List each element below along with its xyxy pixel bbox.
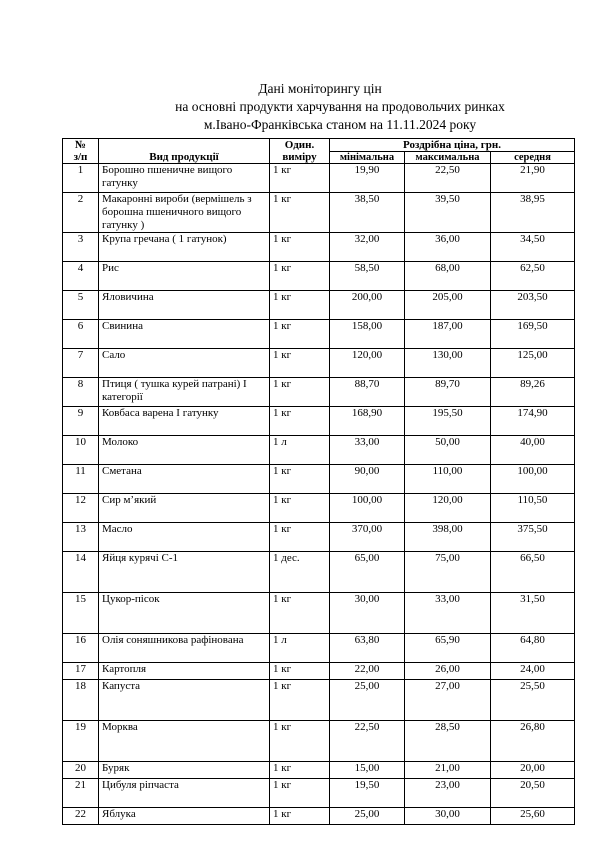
header-number-top: № <box>74 139 87 151</box>
row-number: 17 <box>63 663 99 680</box>
row-number: 5 <box>63 291 99 320</box>
unit-of-measure: 1 кг <box>270 663 330 680</box>
document-title-line1: Дані моніторингу цін <box>258 81 382 96</box>
price-avg: 62,50 <box>491 262 575 291</box>
price-min: 58,50 <box>330 262 405 291</box>
row-number: 19 <box>63 721 99 762</box>
price-avg: 25,60 <box>491 808 575 825</box>
price-avg: 38,95 <box>491 193 575 233</box>
unit-of-measure: 1 кг <box>270 465 330 494</box>
row-number: 14 <box>63 552 99 593</box>
product-name: Яловичина <box>99 291 270 320</box>
product-name: Яйця курячі С-1 <box>99 552 270 593</box>
row-number: 7 <box>63 349 99 378</box>
price-min: 100,00 <box>330 494 405 523</box>
price-min: 63,80 <box>330 634 405 663</box>
price-min: 19,90 <box>330 164 405 193</box>
table-row <box>63 494 575 523</box>
unit-of-measure: 1 кг <box>270 378 330 407</box>
table-row <box>63 436 575 465</box>
unit-of-measure: 1 кг <box>270 721 330 762</box>
price-max: 26,00 <box>405 663 491 680</box>
table-row <box>63 634 575 663</box>
price-max: 39,50 <box>405 193 491 233</box>
price-max: 28,50 <box>405 721 491 762</box>
price-min: 32,00 <box>330 233 405 262</box>
product-name: Свинина <box>99 320 270 349</box>
price-avg: 25,50 <box>491 680 575 721</box>
price-avg: 169,50 <box>491 320 575 349</box>
price-avg: 100,00 <box>491 465 575 494</box>
price-min: 158,00 <box>330 320 405 349</box>
product-name: Макаронні вироби (вермішель з борошна пшеничного вищого гатунку ) <box>99 193 270 233</box>
table-row <box>63 762 575 779</box>
unit-of-measure: 1 л <box>270 634 330 663</box>
header-avg: середня <box>491 152 575 164</box>
product-name: Сметана <box>99 465 270 494</box>
table-row <box>63 291 575 320</box>
price-max: 205,00 <box>405 291 491 320</box>
row-number: 4 <box>63 262 99 291</box>
table-row <box>63 779 575 808</box>
price-min: 33,00 <box>330 436 405 465</box>
price-min: 120,00 <box>330 349 405 378</box>
product-name: Ковбаса варена І гатунку <box>99 407 270 436</box>
unit-of-measure: 1 кг <box>270 164 330 193</box>
price-max: 23,00 <box>405 779 491 808</box>
product-name: Капуста <box>99 680 270 721</box>
price-max: 398,00 <box>405 523 491 552</box>
table-row <box>63 680 575 721</box>
header-product: Вид продукції <box>99 139 270 164</box>
unit-of-measure: 1 кг <box>270 193 330 233</box>
table-row <box>63 465 575 494</box>
product-name: Масло <box>99 523 270 552</box>
table-row <box>63 663 575 680</box>
price-avg: 66,50 <box>491 552 575 593</box>
unit-of-measure: 1 кг <box>270 523 330 552</box>
unit-of-measure: 1 кг <box>270 494 330 523</box>
price-min: 25,00 <box>330 808 405 825</box>
unit-of-measure: 1 кг <box>270 233 330 262</box>
price-max: 22,50 <box>405 164 491 193</box>
unit-of-measure: 1 кг <box>270 262 330 291</box>
price-max: 21,00 <box>405 762 491 779</box>
price-max: 89,70 <box>405 378 491 407</box>
price-min: 38,50 <box>330 193 405 233</box>
row-number: 9 <box>63 407 99 436</box>
row-number: 6 <box>63 320 99 349</box>
price-max: 195,50 <box>405 407 491 436</box>
price-min: 168,90 <box>330 407 405 436</box>
price-max: 30,00 <box>405 808 491 825</box>
price-max: 36,00 <box>405 233 491 262</box>
price-min: 22,50 <box>330 721 405 762</box>
document-title-line2: на основні продукти харчування на продовольчих ринках <box>175 99 505 114</box>
unit-of-measure: 1 кг <box>270 808 330 825</box>
row-number: 13 <box>63 523 99 552</box>
product-name: Олія соняшникова рафінована <box>99 634 270 663</box>
product-name: Картопля <box>99 663 270 680</box>
price-max: 65,90 <box>405 634 491 663</box>
table-row <box>63 262 575 291</box>
document-title-line3: м.Івано-Франківська станом на 11.11.2024 року <box>203 117 477 132</box>
price-max: 68,00 <box>405 262 491 291</box>
price-min: 19,50 <box>330 779 405 808</box>
table-row <box>63 349 575 378</box>
product-name: Крупа гречана ( 1 гатунок) <box>99 233 270 262</box>
product-name: Сир м’який <box>99 494 270 523</box>
row-number: 1 <box>63 164 99 193</box>
price-max: 27,00 <box>405 680 491 721</box>
row-number: 16 <box>63 634 99 663</box>
table-row <box>63 320 575 349</box>
header-number-bottom: з/п <box>73 151 88 163</box>
price-min: 200,00 <box>330 291 405 320</box>
table-row <box>63 523 575 552</box>
unit-of-measure: 1 кг <box>270 762 330 779</box>
product-name: Морква <box>99 721 270 762</box>
row-number: 15 <box>63 593 99 634</box>
price-min: 65,00 <box>330 552 405 593</box>
unit-of-measure: 1 дес. <box>270 552 330 593</box>
price-max: 187,00 <box>405 320 491 349</box>
header-price-group: Роздрібна ціна, грн. <box>330 139 575 152</box>
price-avg: 26,80 <box>491 721 575 762</box>
price-max: 75,00 <box>405 552 491 593</box>
price-avg: 40,00 <box>491 436 575 465</box>
unit-of-measure: 1 кг <box>270 407 330 436</box>
table-row <box>63 721 575 762</box>
price-max: 50,00 <box>405 436 491 465</box>
table-row <box>63 808 575 825</box>
row-number: 3 <box>63 233 99 262</box>
row-number: 18 <box>63 680 99 721</box>
product-name: Яблука <box>99 808 270 825</box>
price-table <box>62 138 575 825</box>
unit-of-measure: 1 кг <box>270 593 330 634</box>
price-min: 88,70 <box>330 378 405 407</box>
header-number <box>63 139 99 164</box>
price-avg: 203,50 <box>491 291 575 320</box>
product-name: Цукор-пісок <box>99 593 270 634</box>
row-number: 8 <box>63 378 99 407</box>
table-row <box>63 193 575 233</box>
table-row <box>63 552 575 593</box>
price-avg: 89,26 <box>491 378 575 407</box>
product-name: Молоко <box>99 436 270 465</box>
row-number: 22 <box>63 808 99 825</box>
row-number: 20 <box>63 762 99 779</box>
table-row <box>63 407 575 436</box>
price-min: 370,00 <box>330 523 405 552</box>
price-max: 130,00 <box>405 349 491 378</box>
row-number: 2 <box>63 193 99 233</box>
table-row <box>63 378 575 407</box>
table-row <box>63 164 575 193</box>
price-max: 33,00 <box>405 593 491 634</box>
price-avg: 125,00 <box>491 349 575 378</box>
unit-of-measure: 1 кг <box>270 779 330 808</box>
row-number: 12 <box>63 494 99 523</box>
price-min: 15,00 <box>330 762 405 779</box>
price-avg: 375,50 <box>491 523 575 552</box>
table-row <box>63 233 575 262</box>
product-name: Цибуля ріпчаста <box>99 779 270 808</box>
price-avg: 24,00 <box>491 663 575 680</box>
header-unit: Один. виміру <box>270 139 330 164</box>
unit-of-measure: 1 кг <box>270 680 330 721</box>
price-min: 22,00 <box>330 663 405 680</box>
price-avg: 34,50 <box>491 233 575 262</box>
price-min: 30,00 <box>330 593 405 634</box>
unit-of-measure: 1 л <box>270 436 330 465</box>
header-max: максимальна <box>405 152 491 164</box>
unit-of-measure: 1 кг <box>270 291 330 320</box>
price-avg: 31,50 <box>491 593 575 634</box>
product-name: Птиця ( тушка курей патрані) І категорії <box>99 378 270 407</box>
unit-of-measure: 1 кг <box>270 349 330 378</box>
product-name: Рис <box>99 262 270 291</box>
price-avg: 21,90 <box>491 164 575 193</box>
product-name: Буряк <box>99 762 270 779</box>
row-number: 21 <box>63 779 99 808</box>
product-name: Борошно пшеничне вищого гатунку <box>99 164 270 193</box>
price-avg: 174,90 <box>491 407 575 436</box>
price-min: 90,00 <box>330 465 405 494</box>
price-avg: 110,50 <box>491 494 575 523</box>
price-max: 110,00 <box>405 465 491 494</box>
row-number: 10 <box>63 436 99 465</box>
price-avg: 20,50 <box>491 779 575 808</box>
unit-of-measure: 1 кг <box>270 320 330 349</box>
row-number: 11 <box>63 465 99 494</box>
price-avg: 20,00 <box>491 762 575 779</box>
price-avg: 64,80 <box>491 634 575 663</box>
price-min: 25,00 <box>330 680 405 721</box>
header-min: мінімальна <box>330 152 405 164</box>
table-row <box>63 593 575 634</box>
product-name: Сало <box>99 349 270 378</box>
price-max: 120,00 <box>405 494 491 523</box>
